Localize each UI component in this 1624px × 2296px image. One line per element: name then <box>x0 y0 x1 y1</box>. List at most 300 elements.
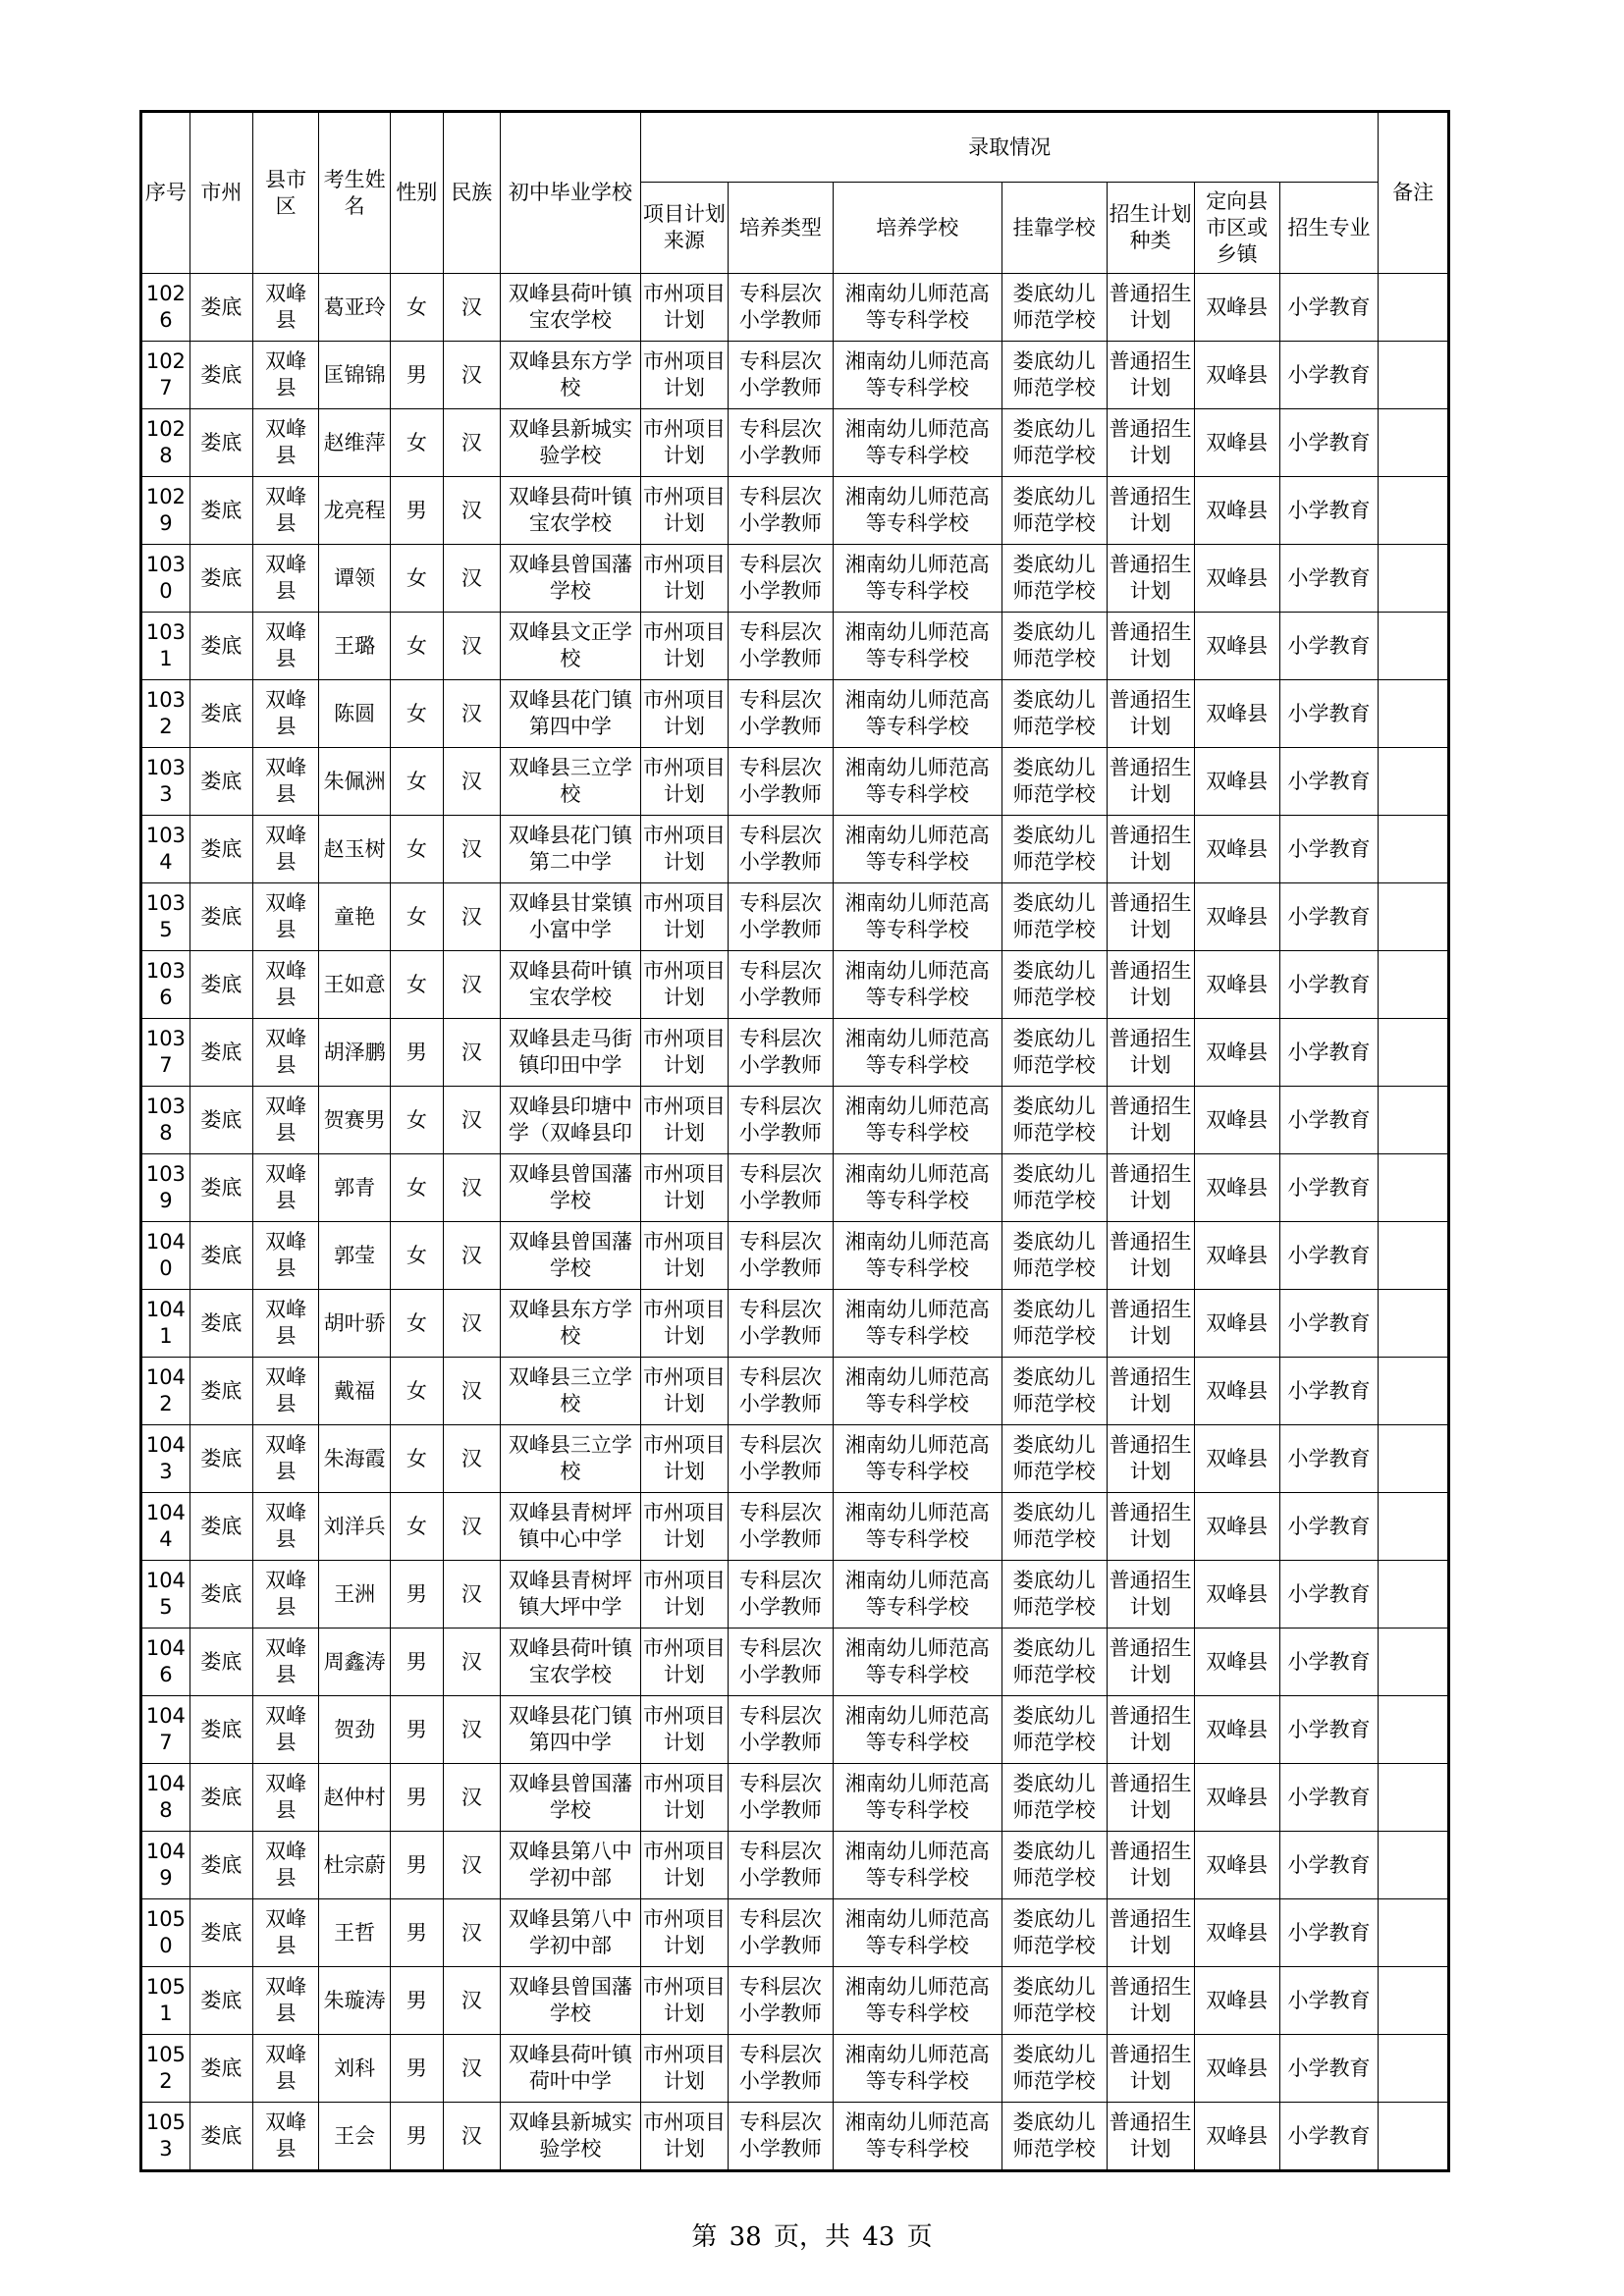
cell-training-school <box>833 1222 1001 1290</box>
cell-county: 双峰县 <box>253 1019 319 1087</box>
cell-middle-school-text: 双峰县青树坪镇中心中学 <box>508 1501 632 1551</box>
cell-plan-kind-text: 普通招生计划 <box>1109 1636 1192 1686</box>
cell-middle-school-text: 双峰县曾国藩学校 <box>508 1975 632 2025</box>
cell-training-school-text: 湘南幼儿师范高等专科学校 <box>844 349 990 400</box>
cell-plan-kind-text: 普通招生计划 <box>1109 1975 1192 2025</box>
cell-plan-kind <box>1107 1222 1194 1290</box>
cell-ethnicity: 汉 <box>443 1222 500 1290</box>
cell-city: 娄底 <box>189 1629 252 1696</box>
cell-gender: 女 <box>390 1154 443 1222</box>
cell-city: 娄底 <box>189 2103 252 2171</box>
cell-affiliated-school <box>1001 1561 1107 1629</box>
cell-major-text: 小学教育 <box>1287 430 1371 454</box>
cell-training-type-text: 专科层次小学教师 <box>738 485 822 535</box>
table-body <box>141 274 1449 2171</box>
cell-gender: 女 <box>390 1358 443 1425</box>
cell-plan-kind <box>1107 951 1194 1019</box>
cell-middle-school <box>500 883 640 951</box>
cell-plan-kind-text: 普通招生计划 <box>1109 1298 1192 1348</box>
cell-affiliated-school-text: 娄底幼儿师范学校 <box>1012 2043 1096 2093</box>
cell-middle-school <box>500 1764 640 1832</box>
header-plan-kind: 招生计划种类 <box>1107 183 1194 274</box>
cell-city: 娄底 <box>189 1154 252 1222</box>
cell-seq: 1046 <box>141 1629 190 1696</box>
cell-name: 赵仲村 <box>319 1764 391 1832</box>
cell-affiliated-school-text: 娄底幼儿师范学校 <box>1012 1772 1096 1822</box>
cell-ethnicity: 汉 <box>443 2035 500 2103</box>
cell-ethnicity: 汉 <box>443 1358 500 1425</box>
cell-county: 双峰县 <box>253 1290 319 1358</box>
cell-name: 朱佩洲 <box>319 748 391 816</box>
cell-middle-school-text: 双峰县曾国藩学校 <box>508 1162 632 1212</box>
cell-remarks <box>1379 2035 1449 2103</box>
cell-training-type <box>728 613 833 680</box>
cell-plan-source-text: 市州项目计划 <box>642 1907 726 1957</box>
cell-target-area: 双峰县 <box>1194 1696 1279 1764</box>
cell-middle-school <box>500 477 640 545</box>
cell-target-area: 双峰县 <box>1194 613 1279 680</box>
cell-plan-kind <box>1107 680 1194 748</box>
cell-middle-school-text: 双峰县曾国藩学校 <box>508 1230 632 1280</box>
cell-training-type <box>728 2035 833 2103</box>
cell-training-type-text: 专科层次小学教师 <box>738 1907 822 1957</box>
cell-plan-kind-text: 普通招生计划 <box>1109 756 1192 806</box>
cell-training-school-text: 湘南幼儿师范高等专科学校 <box>844 1298 990 1348</box>
cell-plan-source-text: 市州项目计划 <box>642 282 726 332</box>
cell-name: 谭领 <box>319 545 391 613</box>
cell-target-area: 双峰县 <box>1194 1493 1279 1561</box>
cell-affiliated-school-text: 娄底幼儿师范学校 <box>1012 1162 1096 1212</box>
cell-middle-school <box>500 1222 640 1290</box>
cell-plan-source <box>640 1764 728 1832</box>
cell-plan-source-text: 市州项目计划 <box>642 1569 726 1619</box>
cell-plan-source <box>640 1019 728 1087</box>
cell-city: 娄底 <box>189 1358 252 1425</box>
cell-training-school <box>833 748 1001 816</box>
cell-plan-kind <box>1107 613 1194 680</box>
cell-training-school-text: 湘南幼儿师范高等专科学校 <box>844 1907 990 1957</box>
cell-gender: 男 <box>390 477 443 545</box>
cell-major-text: 小学教育 <box>1287 2056 1371 2080</box>
cell-gender: 女 <box>390 1222 443 1290</box>
cell-affiliated-school-text: 娄底幼儿师范学校 <box>1012 1975 1096 2025</box>
cell-affiliated-school <box>1001 883 1107 951</box>
cell-plan-source <box>640 1561 728 1629</box>
cell-training-type-text: 专科层次小学教师 <box>738 1365 822 1415</box>
cell-major <box>1279 1696 1379 1764</box>
cell-county: 双峰县 <box>253 816 319 883</box>
cell-middle-school-text: 双峰县荷叶镇宝农学校 <box>508 282 632 332</box>
cell-target-area: 双峰县 <box>1194 1967 1279 2035</box>
cell-seq: 1048 <box>141 1764 190 1832</box>
cell-middle-school-text: 双峰县东方学校 <box>508 1298 632 1348</box>
cell-training-type <box>728 1019 833 1087</box>
cell-middle-school-text: 双峰县第八中学初中部 <box>508 1840 632 1890</box>
cell-major <box>1279 477 1379 545</box>
cell-training-type <box>728 1087 833 1154</box>
cell-training-school-text: 湘南幼儿师范高等专科学校 <box>844 1365 990 1415</box>
cell-major-text: 小学教育 <box>1287 1514 1371 1538</box>
cell-major <box>1279 342 1379 409</box>
cell-seq: 1037 <box>141 1019 190 1087</box>
cell-plan-source-text: 市州项目计划 <box>642 2043 726 2093</box>
cell-plan-source <box>640 342 728 409</box>
cell-major <box>1279 1425 1379 1493</box>
cell-training-type <box>728 1967 833 2035</box>
cell-training-type-text: 专科层次小学教师 <box>738 2043 822 2093</box>
cell-middle-school-text: 双峰县东方学校 <box>508 349 632 400</box>
header-training-type: 培养类型 <box>728 183 833 274</box>
cell-major-text: 小学教育 <box>1287 1852 1371 1877</box>
cell-plan-source <box>640 2103 728 2171</box>
cell-target-area: 双峰县 <box>1194 545 1279 613</box>
cell-seq: 1042 <box>141 1358 190 1425</box>
cell-city: 娄底 <box>189 1764 252 1832</box>
cell-middle-school <box>500 1629 640 1696</box>
cell-plan-source <box>640 545 728 613</box>
cell-middle-school <box>500 1696 640 1764</box>
cell-plan-kind <box>1107 748 1194 816</box>
cell-plan-kind-text: 普通招生计划 <box>1109 1162 1192 1212</box>
cell-seq: 1036 <box>141 951 190 1019</box>
cell-city: 娄底 <box>189 1290 252 1358</box>
cell-seq: 1041 <box>141 1290 190 1358</box>
cell-major <box>1279 1222 1379 1290</box>
cell-plan-kind <box>1107 2035 1194 2103</box>
cell-affiliated-school-text: 娄底幼儿师范学校 <box>1012 1704 1096 1754</box>
cell-name: 童艳 <box>319 883 391 951</box>
cell-affiliated-school-text: 娄底幼儿师范学校 <box>1012 891 1096 941</box>
cell-plan-source <box>640 1425 728 1493</box>
cell-affiliated-school <box>1001 951 1107 1019</box>
cell-name: 赵玉树 <box>319 816 391 883</box>
cell-training-type <box>728 274 833 342</box>
cell-ethnicity: 汉 <box>443 680 500 748</box>
cell-training-school-text: 湘南幼儿师范高等专科学校 <box>844 620 990 670</box>
cell-plan-kind <box>1107 1290 1194 1358</box>
cell-county: 双峰县 <box>253 1222 319 1290</box>
footer-total-pages: 43 <box>862 2222 895 2252</box>
header-major: 招生专业 <box>1279 183 1379 274</box>
cell-middle-school <box>500 1425 640 1493</box>
cell-middle-school <box>500 1290 640 1358</box>
cell-plan-kind-text: 普通招生计划 <box>1109 485 1192 535</box>
cell-target-area: 双峰县 <box>1194 883 1279 951</box>
cell-major <box>1279 748 1379 816</box>
cell-remarks <box>1379 1493 1449 1561</box>
cell-middle-school-text: 双峰县印塘中学（双峰县印 <box>508 1095 632 1145</box>
cell-remarks <box>1379 680 1449 748</box>
cell-gender: 女 <box>390 883 443 951</box>
cell-training-type-text: 专科层次小学教师 <box>738 1095 822 1145</box>
cell-ethnicity: 汉 <box>443 1967 500 2035</box>
cell-city: 娄底 <box>189 816 252 883</box>
table-row <box>141 1629 1449 1696</box>
cell-major <box>1279 274 1379 342</box>
cell-training-type <box>728 1764 833 1832</box>
cell-plan-kind-text: 普通招生计划 <box>1109 1907 1192 1957</box>
table-row <box>141 951 1449 1019</box>
cell-city: 娄底 <box>189 1561 252 1629</box>
cell-middle-school-text: 双峰县三立学校 <box>508 756 632 806</box>
table-row <box>141 1899 1449 1967</box>
table-row <box>141 1967 1449 2035</box>
cell-middle-school-text: 双峰县青树坪镇大坪中学 <box>508 1569 632 1619</box>
cell-plan-source-text: 市州项目计划 <box>642 1840 726 1890</box>
table-row <box>141 2103 1449 2171</box>
cell-affiliated-school-text: 娄底幼儿师范学校 <box>1012 485 1096 535</box>
cell-affiliated-school <box>1001 1290 1107 1358</box>
cell-ethnicity: 汉 <box>443 1696 500 1764</box>
cell-county: 双峰县 <box>253 951 319 1019</box>
cell-middle-school-text: 双峰县新城实验学校 <box>508 417 632 467</box>
cell-training-type-text: 专科层次小学教师 <box>738 2110 822 2161</box>
table-row <box>141 1019 1449 1087</box>
cell-middle-school-text: 双峰县曾国藩学校 <box>508 1772 632 1822</box>
cell-training-type-text: 专科层次小学教师 <box>738 1298 822 1348</box>
cell-training-school <box>833 477 1001 545</box>
cell-name: 王璐 <box>319 613 391 680</box>
cell-training-school-text: 湘南幼儿师范高等专科学校 <box>844 282 990 332</box>
cell-affiliated-school <box>1001 1425 1107 1493</box>
cell-plan-kind-text: 普通招生计划 <box>1109 1569 1192 1619</box>
cell-county: 双峰县 <box>253 1832 319 1899</box>
cell-affiliated-school <box>1001 1832 1107 1899</box>
cell-gender: 男 <box>390 1696 443 1764</box>
cell-middle-school <box>500 613 640 680</box>
cell-target-area: 双峰县 <box>1194 1290 1279 1358</box>
cell-plan-source-text: 市州项目计划 <box>642 485 726 535</box>
cell-seq: 1053 <box>141 2103 190 2171</box>
cell-affiliated-school-text: 娄底幼儿师范学校 <box>1012 620 1096 670</box>
cell-affiliated-school-text: 娄底幼儿师范学校 <box>1012 1433 1096 1483</box>
cell-plan-source-text: 市州项目计划 <box>642 1975 726 2025</box>
cell-name: 杜宗蔚 <box>319 1832 391 1899</box>
cell-middle-school-text: 双峰县花门镇第四中学 <box>508 1704 632 1754</box>
cell-seq: 1034 <box>141 816 190 883</box>
cell-training-school <box>833 883 1001 951</box>
cell-remarks <box>1379 883 1449 951</box>
cell-middle-school <box>500 1154 640 1222</box>
cell-training-type <box>728 2103 833 2171</box>
cell-plan-source <box>640 1832 728 1899</box>
cell-middle-school-text: 双峰县花门镇第二中学 <box>508 824 632 874</box>
cell-remarks <box>1379 545 1449 613</box>
cell-middle-school <box>500 1493 640 1561</box>
cell-name: 贺赛男 <box>319 1087 391 1154</box>
cell-name: 郭青 <box>319 1154 391 1222</box>
cell-remarks <box>1379 1764 1449 1832</box>
cell-remarks <box>1379 1290 1449 1358</box>
cell-seq: 1026 <box>141 274 190 342</box>
cell-ethnicity: 汉 <box>443 1019 500 1087</box>
cell-county: 双峰县 <box>253 1087 319 1154</box>
cell-plan-source-text: 市州项目计划 <box>642 349 726 400</box>
cell-remarks <box>1379 409 1449 477</box>
cell-major <box>1279 680 1379 748</box>
cell-affiliated-school <box>1001 342 1107 409</box>
cell-affiliated-school <box>1001 1222 1107 1290</box>
cell-plan-kind-text: 普通招生计划 <box>1109 349 1192 400</box>
cell-training-type <box>728 1832 833 1899</box>
cell-training-school <box>833 409 1001 477</box>
header-remarks: 备注 <box>1379 112 1449 274</box>
cell-major <box>1279 1629 1379 1696</box>
cell-county: 双峰县 <box>253 545 319 613</box>
cell-training-type <box>728 1222 833 1290</box>
cell-plan-kind-text: 普通招生计划 <box>1109 824 1192 874</box>
cell-major-text: 小学教育 <box>1287 1785 1371 1809</box>
cell-ethnicity: 汉 <box>443 1629 500 1696</box>
cell-name: 葛亚玲 <box>319 274 391 342</box>
cell-training-type-text: 专科层次小学教师 <box>738 959 822 1009</box>
cell-affiliated-school-text: 娄底幼儿师范学校 <box>1012 1027 1096 1077</box>
header-plan-source: 项目计划来源 <box>640 183 728 274</box>
cell-training-type <box>728 883 833 951</box>
cell-training-school-text: 湘南幼儿师范高等专科学校 <box>844 1636 990 1686</box>
table-row <box>141 1154 1449 1222</box>
cell-training-school-text: 湘南幼儿师范高等专科学校 <box>844 1569 990 1619</box>
cell-seq: 1039 <box>141 1154 190 1222</box>
cell-major-text: 小学教育 <box>1287 2123 1371 2148</box>
table-row <box>141 342 1449 409</box>
cell-major <box>1279 1899 1379 1967</box>
cell-city: 娄底 <box>189 477 252 545</box>
cell-training-school <box>833 545 1001 613</box>
cell-training-type <box>728 1696 833 1764</box>
cell-training-type-text: 专科层次小学教师 <box>738 282 822 332</box>
cell-plan-kind-text: 普通招生计划 <box>1109 620 1192 670</box>
cell-training-school <box>833 680 1001 748</box>
cell-seq: 1038 <box>141 1087 190 1154</box>
table-row <box>141 1087 1449 1154</box>
cell-seq: 1032 <box>141 680 190 748</box>
cell-plan-kind-text: 普通招生计划 <box>1109 1027 1192 1077</box>
cell-affiliated-school <box>1001 1019 1107 1087</box>
cell-affiliated-school-text: 娄底幼儿师范学校 <box>1012 688 1096 738</box>
cell-major <box>1279 1290 1379 1358</box>
cell-affiliated-school <box>1001 680 1107 748</box>
cell-plan-kind-text: 普通招生计划 <box>1109 1772 1192 1822</box>
cell-training-type-text: 专科层次小学教师 <box>738 1704 822 1754</box>
cell-major-text: 小学教育 <box>1287 1243 1371 1267</box>
cell-remarks <box>1379 1899 1449 1967</box>
cell-plan-kind-text: 普通招生计划 <box>1109 282 1192 332</box>
cell-training-school-text: 湘南幼儿师范高等专科学校 <box>844 959 990 1009</box>
cell-major <box>1279 1561 1379 1629</box>
cell-ethnicity: 汉 <box>443 1561 500 1629</box>
cell-affiliated-school <box>1001 409 1107 477</box>
cell-ethnicity: 汉 <box>443 1154 500 1222</box>
cell-major-text: 小学教育 <box>1287 972 1371 996</box>
cell-affiliated-school <box>1001 613 1107 680</box>
cell-affiliated-school <box>1001 748 1107 816</box>
cell-county: 双峰县 <box>253 1358 319 1425</box>
cell-training-type <box>728 1290 833 1358</box>
cell-seq: 1040 <box>141 1222 190 1290</box>
cell-plan-kind <box>1107 1764 1194 1832</box>
cell-seq: 1045 <box>141 1561 190 1629</box>
cell-major-text: 小学教育 <box>1287 1107 1371 1132</box>
cell-target-area: 双峰县 <box>1194 680 1279 748</box>
cell-remarks <box>1379 1967 1449 2035</box>
cell-plan-source-text: 市州项目计划 <box>642 417 726 467</box>
cell-training-type <box>728 477 833 545</box>
cell-major <box>1279 883 1379 951</box>
cell-training-school <box>833 1290 1001 1358</box>
cell-affiliated-school-text: 娄底幼儿师范学校 <box>1012 282 1096 332</box>
cell-plan-source-text: 市州项目计划 <box>642 959 726 1009</box>
cell-ethnicity: 汉 <box>443 1764 500 1832</box>
cell-training-school-text: 湘南幼儿师范高等专科学校 <box>844 1095 990 1145</box>
cell-remarks <box>1379 1696 1449 1764</box>
cell-target-area: 双峰县 <box>1194 1629 1279 1696</box>
cell-training-type-text: 专科层次小学教师 <box>738 1501 822 1551</box>
cell-remarks <box>1379 1154 1449 1222</box>
cell-remarks <box>1379 1425 1449 1493</box>
cell-plan-source-text: 市州项目计划 <box>642 1433 726 1483</box>
cell-ethnicity: 汉 <box>443 409 500 477</box>
cell-name: 胡泽鹏 <box>319 1019 391 1087</box>
cell-middle-school-text: 双峰县三立学校 <box>508 1365 632 1415</box>
cell-gender: 男 <box>390 342 443 409</box>
cell-plan-kind <box>1107 342 1194 409</box>
table-header <box>141 112 1449 274</box>
cell-training-type <box>728 1493 833 1561</box>
cell-gender: 女 <box>390 1425 443 1493</box>
table-row <box>141 1222 1449 1290</box>
cell-remarks <box>1379 477 1449 545</box>
cell-training-type <box>728 748 833 816</box>
cell-major-text: 小学教育 <box>1287 362 1371 387</box>
cell-gender: 男 <box>390 1629 443 1696</box>
cell-major-text: 小学教育 <box>1287 836 1371 861</box>
cell-gender: 男 <box>390 1832 443 1899</box>
cell-middle-school-text: 双峰县曾国藩学校 <box>508 553 632 603</box>
cell-gender: 女 <box>390 748 443 816</box>
header-city: 市州 <box>189 112 252 274</box>
cell-city: 娄底 <box>189 748 252 816</box>
cell-city: 娄底 <box>189 1696 252 1764</box>
cell-plan-source-text: 市州项目计划 <box>642 824 726 874</box>
cell-middle-school <box>500 1832 640 1899</box>
cell-seq: 1028 <box>141 409 190 477</box>
cell-gender: 女 <box>390 1493 443 1561</box>
cell-plan-source <box>640 883 728 951</box>
cell-city: 娄底 <box>189 1967 252 2035</box>
cell-plan-kind <box>1107 545 1194 613</box>
cell-county: 双峰县 <box>253 613 319 680</box>
cell-name: 郭莹 <box>319 1222 391 1290</box>
header-gender: 性别 <box>390 112 443 274</box>
cell-target-area: 双峰县 <box>1194 2035 1279 2103</box>
cell-training-school-text: 湘南幼儿师范高等专科学校 <box>844 2110 990 2161</box>
table-row <box>141 883 1449 951</box>
header-training-school: 培养学校 <box>833 183 1001 274</box>
cell-plan-kind <box>1107 1087 1194 1154</box>
cell-county: 双峰县 <box>253 748 319 816</box>
cell-plan-kind <box>1107 1493 1194 1561</box>
cell-name: 戴福 <box>319 1358 391 1425</box>
cell-major <box>1279 816 1379 883</box>
header-ethnicity: 民族 <box>443 112 500 274</box>
cell-training-school <box>833 1358 1001 1425</box>
cell-major-text: 小学教育 <box>1287 1581 1371 1606</box>
cell-training-type-text: 专科层次小学教师 <box>738 553 822 603</box>
cell-middle-school <box>500 274 640 342</box>
cell-county: 双峰县 <box>253 883 319 951</box>
cell-training-school <box>833 1425 1001 1493</box>
